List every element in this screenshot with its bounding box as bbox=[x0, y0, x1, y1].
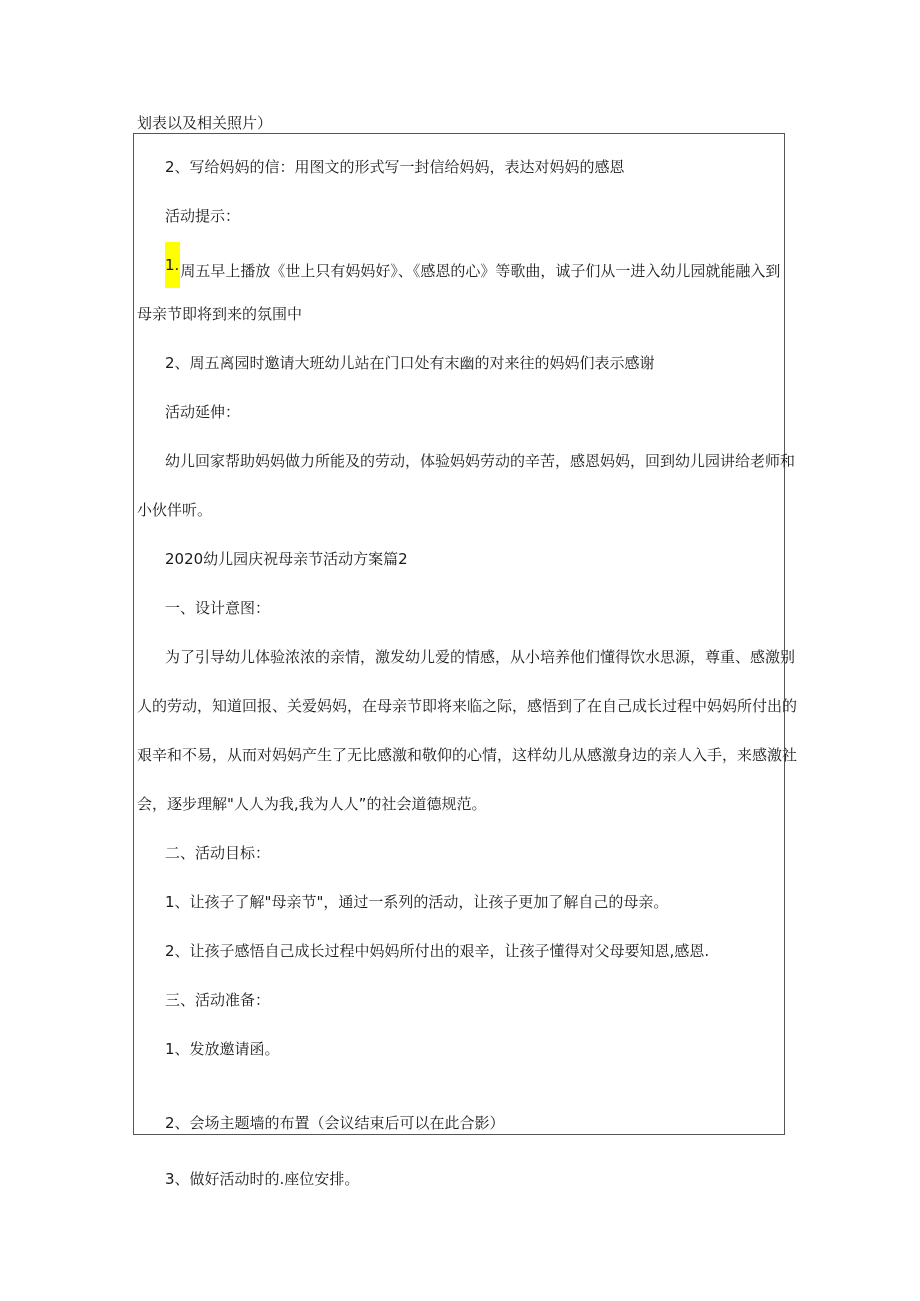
text-line: 艰辛和不易，从而对妈妈产生了无比感激和敬仰的心情，这样幼儿从感激身边的亲人入手，来感激社 bbox=[137, 746, 798, 764]
text-line: 2、会场主题墙的布置（会议结束后可以在此合影） bbox=[165, 1114, 505, 1132]
document-frame bbox=[133, 133, 785, 1135]
text-line: 2、写给妈妈的信：用图文的形式写一封信给妈妈，表达对妈妈的感恩 bbox=[165, 158, 625, 176]
text-line: 活动提示： bbox=[165, 207, 241, 225]
text-span: 周五早上播放《世上只有妈妈好》、《感恩的心》等歌曲，诚子们从一进入幼儿园就能融入到 bbox=[180, 262, 781, 280]
text-line: 母亲节即将到来的氛围中 bbox=[137, 305, 303, 323]
heading: 一、设计意图： bbox=[165, 599, 271, 617]
text-line: 活动延伸： bbox=[165, 403, 241, 421]
text-line: 3、做好活动时的.座位安排。 bbox=[165, 1170, 360, 1188]
text-line bbox=[165, 255, 781, 280]
text-line: 为了引导幼儿体验浓浓的亲情，激发幼儿爱的情感，从小培养他们懂得饮水思源，尊重、感激别 bbox=[165, 648, 796, 666]
text-line: 2、周五离园时邀请大班幼儿站在门口处有末幽的对来往的妈妈们表示感谢 bbox=[165, 354, 655, 372]
heading: 二、活动目标： bbox=[165, 844, 271, 862]
text-line: 会，逐步理解"人人为我,我为人人”的社会道德规范。 bbox=[137, 795, 487, 813]
text-line: 1、让孩子了解"母亲节"，通过一系列的活动，让孩子更加了解自己的母亲。 bbox=[165, 893, 669, 911]
heading: 三、活动准备： bbox=[165, 991, 271, 1009]
section-title: 2020幼儿园庆祝母亲节活动方案篇2 bbox=[165, 550, 408, 568]
text-line: 2、让孩子感悟自己成长过程中妈妈所付出的艰辛，让孩子懂得对父母要知恩,感恩. bbox=[165, 942, 710, 960]
text-line: 小伙伴听。 bbox=[137, 501, 213, 519]
text-line: 1、发放邀请函。 bbox=[165, 1040, 280, 1058]
text-line: 幼儿回家帮助妈妈做力所能及的劳动，体验妈妈劳动的辛苦，感恩妈妈，回到幼儿园讲给老师和 bbox=[165, 452, 796, 470]
text-line: 划表以及相关照片） bbox=[137, 114, 273, 132]
text-line: 人的劳动，知道回报、关爱妈妈，在母亲节即将来临之际，感悟到了在自己成长过程中妈妈所付出的 bbox=[137, 697, 798, 715]
highlighted-number: 1. bbox=[165, 242, 180, 288]
